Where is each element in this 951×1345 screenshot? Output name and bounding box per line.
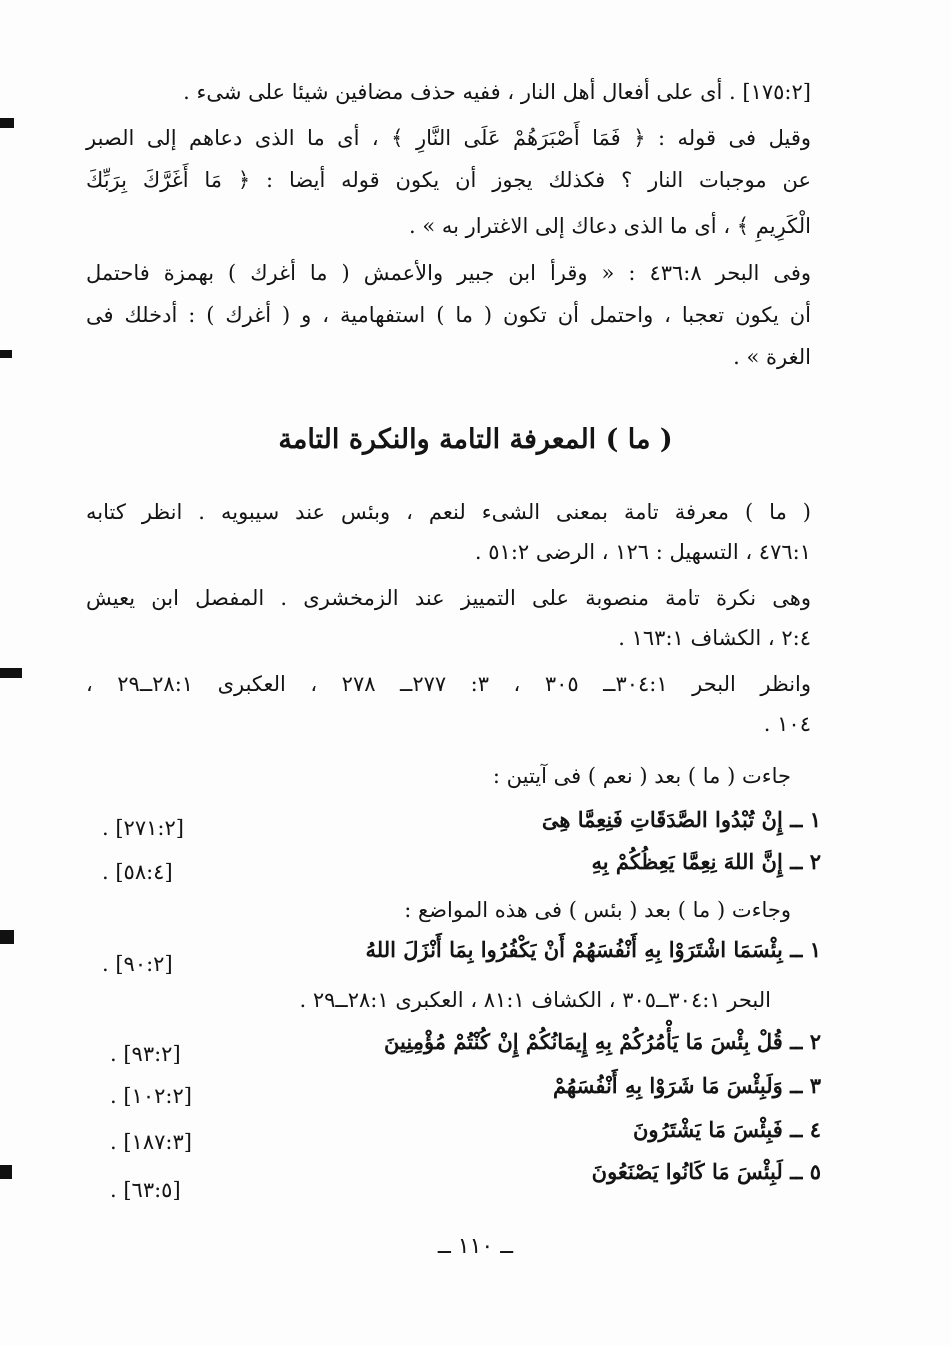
citation-line: البحر ٣٠٤:١ــ٣٠٥ ، الكشاف ٨١:١ ، العكبرى ٢٨:١ــ٢٩ . [299,988,771,1012]
text-line: ( ما ) معرفة تامة بمعنى الشىء لنعم ، وبئس عند سيبويه . انظر كتابه [86,500,811,524]
verse-text: ٢ ــ إِنَّ اللهَ نِعِمَّا يَعِظُكُمْ بِهِ [591,849,821,874]
verse-text: ٢ ــ قُلْ بِئْسَ مَا يَأْمُرُكُمْ بِهِ إِيمَانُكُمْ إِنْ كُنْتُمْ مُؤْمِنِينَ [384,1029,821,1054]
verse-ref: . [١٨٧:٣] [110,1130,192,1154]
verse-text: ٣ ــ وَلَبِئْسَ مَا شَرَوْا بِهِ أَنْفُسَهُمْ [552,1073,821,1098]
binding-mark [0,668,22,678]
text-line: وهى نكرة تامة منصوبة على التمييز عند الزمخشرى . المفصل ابن يعيش [86,586,811,610]
text-line: ٤٧٦:١ ، التسهيل : ١٢٦ ، الرضى ٥١:٢ . [474,540,811,564]
text-line: ٢:٤ ، الكشاف ١٦٣:١ . [618,626,811,650]
text-line: عن موجبات النار ؟ فكذلك يجوز أن يكون قوله أيضا : ﴿ مَا أَغَرَّكَ بِرَبِّكَ [86,168,811,192]
verse-ref: . [٩٠:٢] [102,952,173,976]
list-intro: وجاءت ( ما ) بعد ( بئس ) فى هذه المواضع : [404,898,791,922]
text-line: ١٠٤ . [763,712,811,736]
verse-text: ١ ــ إِنْ تُبْدُوا الصَّدَقَاتِ فَنِعِمَّا هِىَ [541,807,821,832]
verse-ref: . [٦٣:٥] [110,1178,181,1202]
verse-ref: . [٢٧١:٢] [102,816,184,840]
verse-text: ٤ ــ فَبِئْسَ مَا يَشْتَرُونَ [632,1117,821,1142]
text-line: أن يكون تعجبا ، واحتمل أن تكون ( ما ) استفهامية ، و ( أغرك ) : أدخلك فى [86,303,811,327]
verse-text: ٥ ــ لَبِئْسَ مَا كَانُوا يَصْنَعُونَ [591,1159,821,1184]
text-line: [١٧٥:٢] . أى على أفعال أهل النار ، ففيه حذف مضافين شيئا على شىء . [183,80,811,104]
verse-ref: . [٥٨:٤] [102,860,173,884]
text-line: وفى البحر ٤٣٦:٨ : « وقرأ ابن جبير والأعمش ( ما أغرك ) بهمزة فاحتمل [86,261,812,285]
verse-ref: . [٩٣:٢] [110,1042,181,1066]
binding-mark [0,930,14,944]
list-intro: جاءت ( ما ) بعد ( نعم ) فى آيتين : [492,764,791,788]
text-line: وقيل فى قوله : ﴿ فَمَا أَصْبَرَهُمْ عَلَى النَّارِ ﴾ ، أى ما الذى دعاهم إلى الصبر [86,126,811,150]
text-line: وانظر البحر ٣٠٤:١ــ ٣٠٥ ، ٣: ٢٧٧ــ ٢٧٨ ، العكبرى ٢٨:١ــ٢٩ ، [86,672,812,696]
text-line: الغرة » . [733,345,811,369]
page-number: ــ ١١٠ ــ [437,1234,514,1259]
binding-mark [0,350,12,358]
verse-text: ١ ــ بِئْسَمَا اشْتَرَوْا بِهِ أَنْفُسَهُمْ أَنْ يَكْفُرُوا بِمَا أَنْزَلَ اللهُ [365,937,821,962]
text-line: الْكَرِيمِ ﴾ ، أى ما الذى دعاك إلى الاغترار به » . [408,214,811,238]
section-heading: ( ما ) المعرفة التامة والنكرة التامة [278,424,673,455]
binding-mark [0,118,14,128]
binding-mark [0,1165,12,1179]
verse-ref: . [١٠٢:٢] [110,1084,192,1108]
